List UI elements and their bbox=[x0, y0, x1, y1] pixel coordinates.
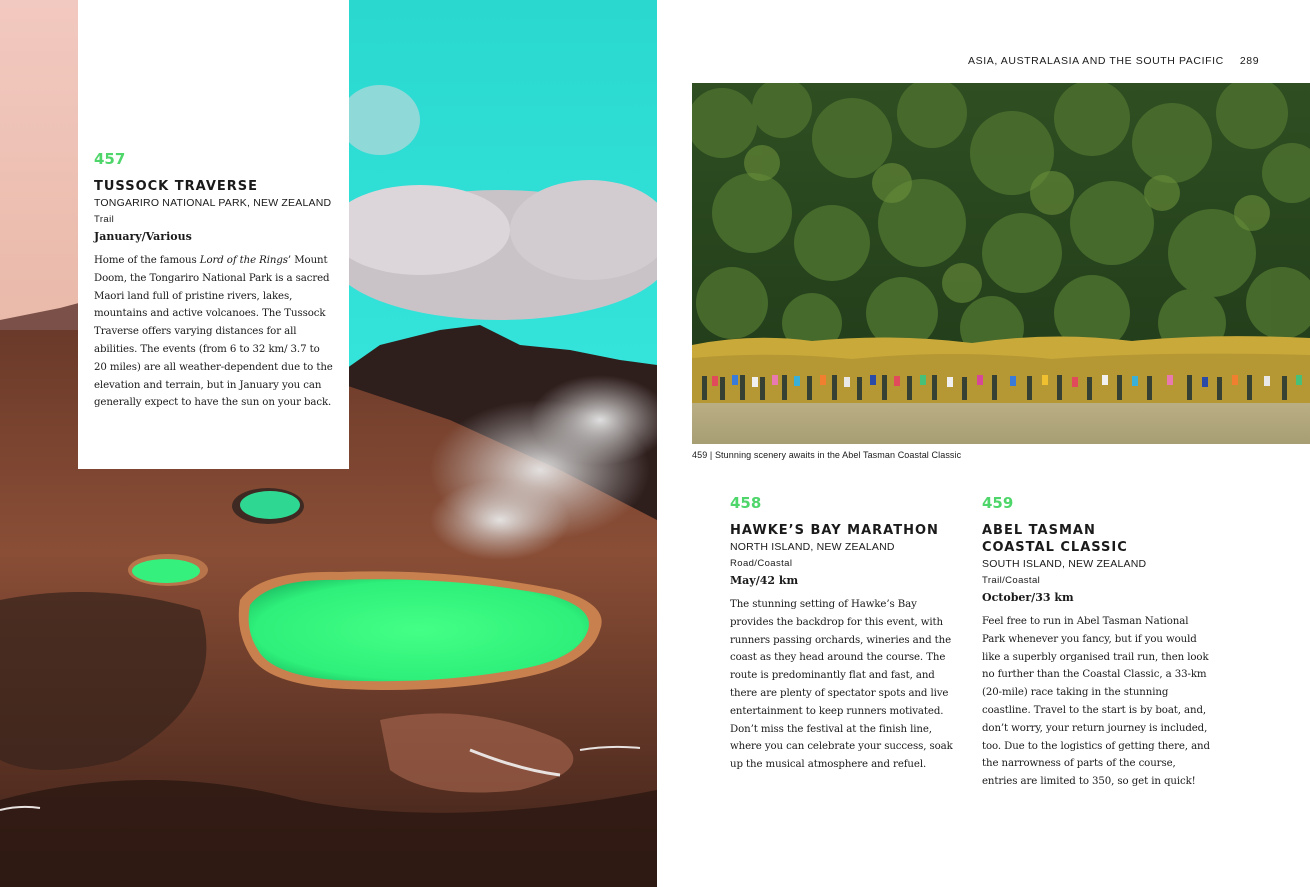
entry-location: TONGARIRO NATIONAL PARK, NEW ZEALAND bbox=[94, 197, 332, 209]
entry-body bbox=[94, 252, 335, 412]
entry-type: Trail/Coastal bbox=[982, 575, 1041, 586]
entry-title: HAWKE’S BAY MARATHON bbox=[730, 523, 939, 538]
body-text: ’ Mount Doom, the Tongariro National Park is a sacred Maori land full of pristine rivers, lakes, mountains and active volcanoes. The Tussock Traverse offers varying distances for all abilities. The events (from 6 to 32 km/ 3.7 to 20 miles) are all weather-dependent due to the elevation and terrain, but in January you can generally expect to have the sun on your back. bbox=[94, 255, 333, 409]
entry-body: The stunning setting of Hawke’s Bay provides the backdrop for this event, with runners passing orchards, wineries and the coast as they head around the course. The route is predominantly flat and fast, and there are plenty of spectator spots and live entertainment to keep runners motivated. Don’t miss the festival at the finish line, where you can celebrate your success, soak up the musical atmosphere and refuel. bbox=[730, 599, 953, 771]
entry-458 bbox=[730, 494, 962, 774]
body-text: Home of the famous bbox=[94, 255, 200, 266]
entry-location: NORTH ISLAND, NEW ZEALAND bbox=[730, 541, 895, 553]
entry-title-line-1: ABEL TASMAN bbox=[982, 523, 1096, 538]
page-number: 289 bbox=[1239, 55, 1260, 67]
entry-date: May/42 km bbox=[730, 574, 799, 587]
entry-457-box bbox=[78, 0, 349, 469]
entry-title: TUSSOCK TRAVERSE bbox=[94, 179, 259, 194]
entry-number: 457 bbox=[94, 150, 126, 168]
entry-body: Feel free to run in Abel Tasman National Park whenever you fancy, but if you would like a superbly organised trail run, then look no further than the Coastal Classic, a 33-km (20-mile) race taking in the stunning coastline. Travel to the start is by boat, and, don’t worry, your return journey is included, too. Due to the logistics of getting there, and the narrowness of parts of the course, entries are limited to 350, so get in quick! bbox=[982, 616, 1210, 788]
entry-459 bbox=[982, 494, 1214, 791]
runners-on-coastal-trail-photo bbox=[692, 83, 1310, 444]
coastal-run-photo bbox=[692, 83, 1310, 444]
section-title: ASIA, AUSTRALASIA AND THE SOUTH PACIFIC bbox=[968, 55, 1224, 67]
running-head bbox=[968, 55, 1259, 67]
entry-number: 458 bbox=[730, 494, 762, 512]
entry-number: 459 bbox=[982, 494, 1014, 512]
entry-date: January/Various bbox=[94, 230, 192, 243]
photo-caption: 459 | Stunning scenery awaits in the Abel Tasman Coastal Classic bbox=[692, 450, 962, 460]
entry-date: October/33 km bbox=[982, 591, 1074, 604]
entry-type: Trail bbox=[94, 214, 115, 225]
entry-title-line-2: COASTAL CLASSIC bbox=[982, 540, 1128, 555]
entry-location: SOUTH ISLAND, NEW ZEALAND bbox=[982, 558, 1147, 570]
entry-type: Road/Coastal bbox=[730, 558, 793, 569]
body-italic-title: Lord of the Rings bbox=[199, 255, 288, 266]
